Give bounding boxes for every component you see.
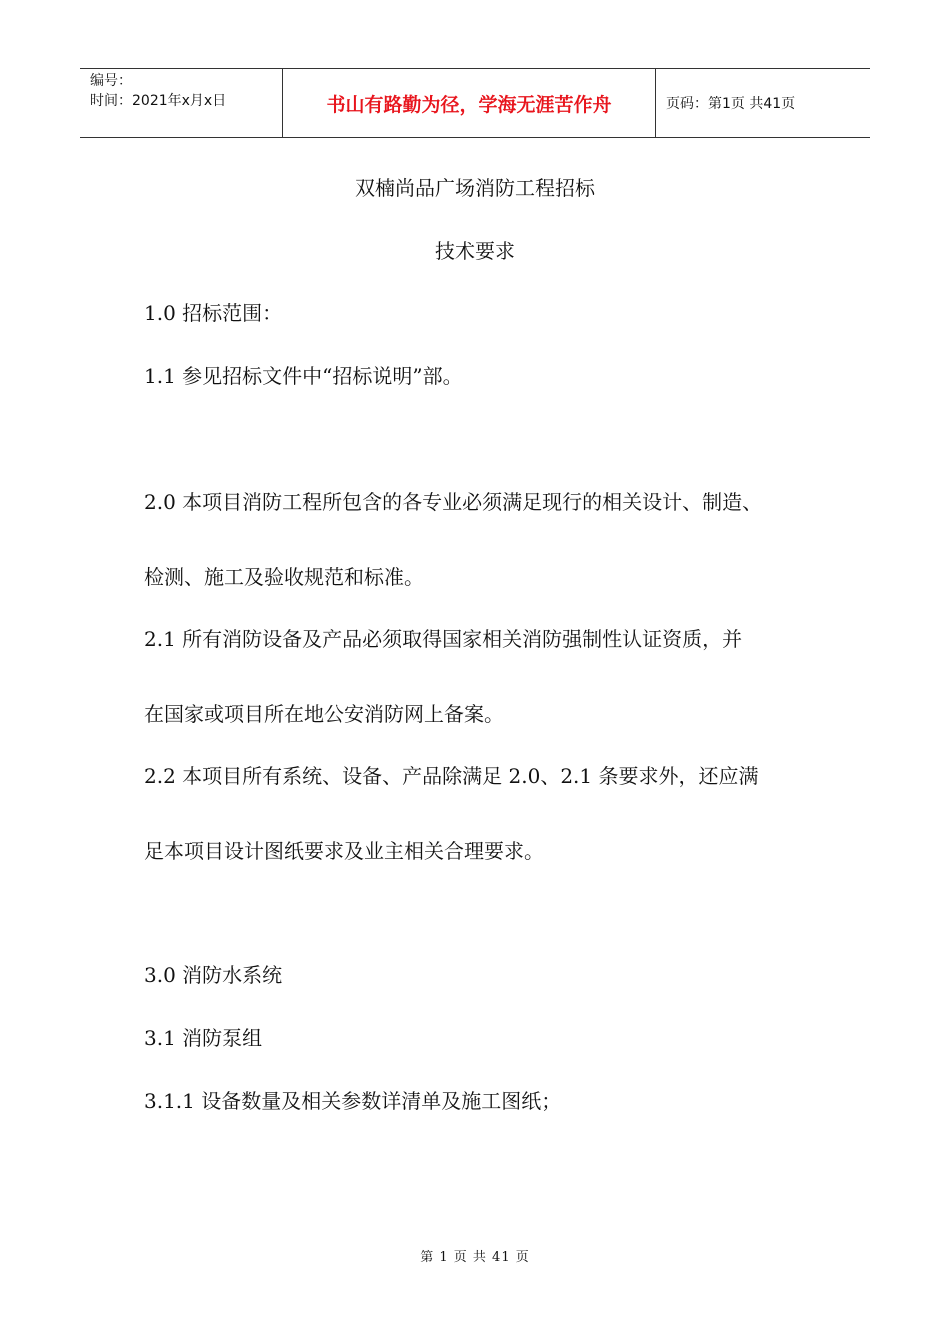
paragraph: 3.0 消防水系统	[144, 963, 283, 987]
paragraph: 3.1 消防泵组	[144, 1026, 263, 1050]
paragraph: 1.0 招标范围：	[144, 301, 283, 325]
date-label: 时间：2021年x月x日	[90, 93, 227, 109]
header-meta	[80, 69, 282, 137]
header-page-info: 页码：第1页 共41页	[666, 96, 796, 112]
paragraph: 2.1 所有消防设备及产品必须取得国家相关消防强制性认证资质，并	[144, 627, 743, 651]
header-motto: 书山有路勤为径，学海无涯苦作舟	[282, 69, 656, 137]
page-header	[80, 68, 870, 138]
document-subtitle: 技术要求	[435, 239, 515, 263]
paragraph: 2.2 本项目所有系统、设备、产品除满足 2.0、2.1 条要求外，还应满	[144, 764, 759, 788]
paragraph: 在国家或项目所在地公安消防网上备案。	[144, 702, 504, 726]
page-footer: 第 1 页 共 41 页	[420, 1250, 530, 1265]
paragraph: 足本项目设计图纸要求及业主相关合理要求。	[144, 839, 544, 863]
paragraph: 2.0 本项目消防工程所包含的各专业必须满足现行的相关设计、制造、	[144, 490, 763, 514]
paragraph: 1.1 参见招标文件中“招标说明”部。	[144, 364, 463, 388]
paragraph: 3.1.1 设备数量及相关参数详清单及施工图纸；	[144, 1089, 562, 1113]
number-label: 编号：	[90, 73, 132, 89]
document-title: 双楠尚品广场消防工程招标	[355, 176, 595, 200]
paragraph: 检测、施工及验收规范和标准。	[144, 565, 424, 589]
